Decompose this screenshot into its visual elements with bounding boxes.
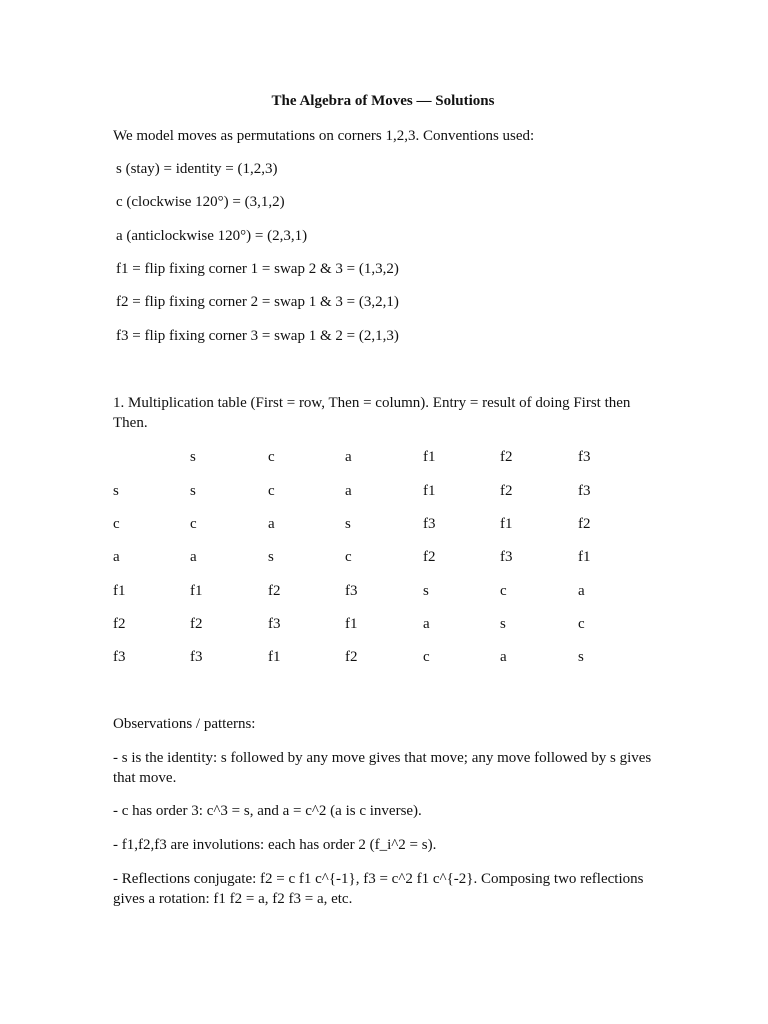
table-row (113, 547, 658, 567)
table-row-label: f1 (113, 583, 126, 599)
table-cell: f3 (345, 583, 358, 599)
table-cell: c (578, 616, 585, 632)
table-cell: f1 (423, 483, 436, 499)
table-cell: c (268, 483, 275, 499)
table-cell: a (500, 649, 507, 665)
table-cell: f1 (578, 549, 591, 565)
observations-heading: Observations / patterns: (113, 716, 256, 732)
convention-f3: f3 = flip fixing corner 3 = swap 1 & 2 = (2,1,3) (116, 328, 399, 344)
table-cell: s (268, 549, 274, 565)
table-row-label: f3 (113, 649, 126, 665)
table-cell: a (345, 449, 352, 465)
table-row (113, 581, 658, 601)
table-row-label: a (113, 549, 120, 565)
table-cell: f2 (268, 583, 281, 599)
table-cell: f2 (500, 483, 513, 499)
table-cell: c (345, 549, 352, 565)
observation-item: - c has order 3: c^3 = s, and a = c^2 (a is c inverse). (113, 803, 422, 819)
table-cell: s (190, 483, 196, 499)
convention-s: s (stay) = identity = (1,2,3) (116, 161, 278, 177)
convention-f1: f1 = flip fixing corner 1 = swap 2 & 3 = (1,3,2) (116, 261, 399, 277)
table-cell: f3 (578, 449, 591, 465)
table-cell: f2 (423, 549, 436, 565)
table-cell: f2 (345, 649, 358, 665)
convention-a: a (anticlockwise 120°) = (2,3,1) (116, 228, 308, 244)
table-cell: s (345, 516, 351, 532)
table-cell: f2 (190, 616, 203, 632)
table-cell: s (500, 616, 506, 632)
table-row-label: s (113, 483, 119, 499)
table-cell: a (423, 616, 430, 632)
page-title: The Algebra of Moves — Solutions (271, 93, 495, 109)
table-cell: f1 (268, 649, 281, 665)
table-cell: c (500, 583, 507, 599)
table-cell: f3 (578, 483, 591, 499)
table-row-label: f2 (113, 616, 126, 632)
table-cell: f2 (578, 516, 591, 532)
convention-f2: f2 = flip fixing corner 2 = swap 1 & 3 = (3,2,1) (116, 294, 399, 310)
table-cell: f3 (190, 649, 203, 665)
convention-c: c (clockwise 120°) = (3,1,2) (116, 194, 285, 210)
table-cell: f3 (500, 549, 513, 565)
table-cell: s (423, 583, 429, 599)
intro-paragraph: We model moves as permutations on corners 1,2,3. Conventions used: (113, 128, 535, 144)
table-cell: a (268, 516, 275, 532)
table-row (113, 481, 658, 501)
table-cell: a (190, 549, 197, 565)
table-cell: f1 (345, 616, 358, 632)
section1-heading: 1. Multiplication table (First = row, Then = column). Entry = result of doing First then Then. (113, 395, 631, 431)
table-cell: f3 (268, 616, 281, 632)
table-cell: c (190, 516, 197, 532)
observation-item: - s is the identity: s followed by any move gives that move; any move followed by s gives that move. (113, 750, 652, 786)
table-cell: f2 (500, 449, 513, 465)
table-row (113, 614, 658, 634)
table-row (113, 514, 658, 534)
table-cell: f1 (500, 516, 513, 532)
table-cell: c (423, 649, 430, 665)
table-cell: c (268, 449, 275, 465)
table-cell: f3 (423, 516, 436, 532)
table-cell: f1 (423, 449, 436, 465)
table-row-label: c (113, 516, 120, 532)
observation-item: - Reflections conjugate: f2 = c f1 c^{-1}, f3 = c^2 f1 c^{-2}. Composing two reflections gives a rotation: f1 f2 = a, f2 f3 = a, etc. (113, 871, 644, 907)
table-cell: f1 (190, 583, 203, 599)
table-row (113, 647, 658, 667)
table-cell: a (578, 583, 585, 599)
table-cell: a (345, 483, 352, 499)
table-header-row (113, 447, 658, 467)
table-cell: s (578, 649, 584, 665)
table-cell: s (190, 449, 196, 465)
observation-item: - f1,f2,f3 are involutions: each has order 2 (f_i^2 = s). (113, 837, 437, 853)
